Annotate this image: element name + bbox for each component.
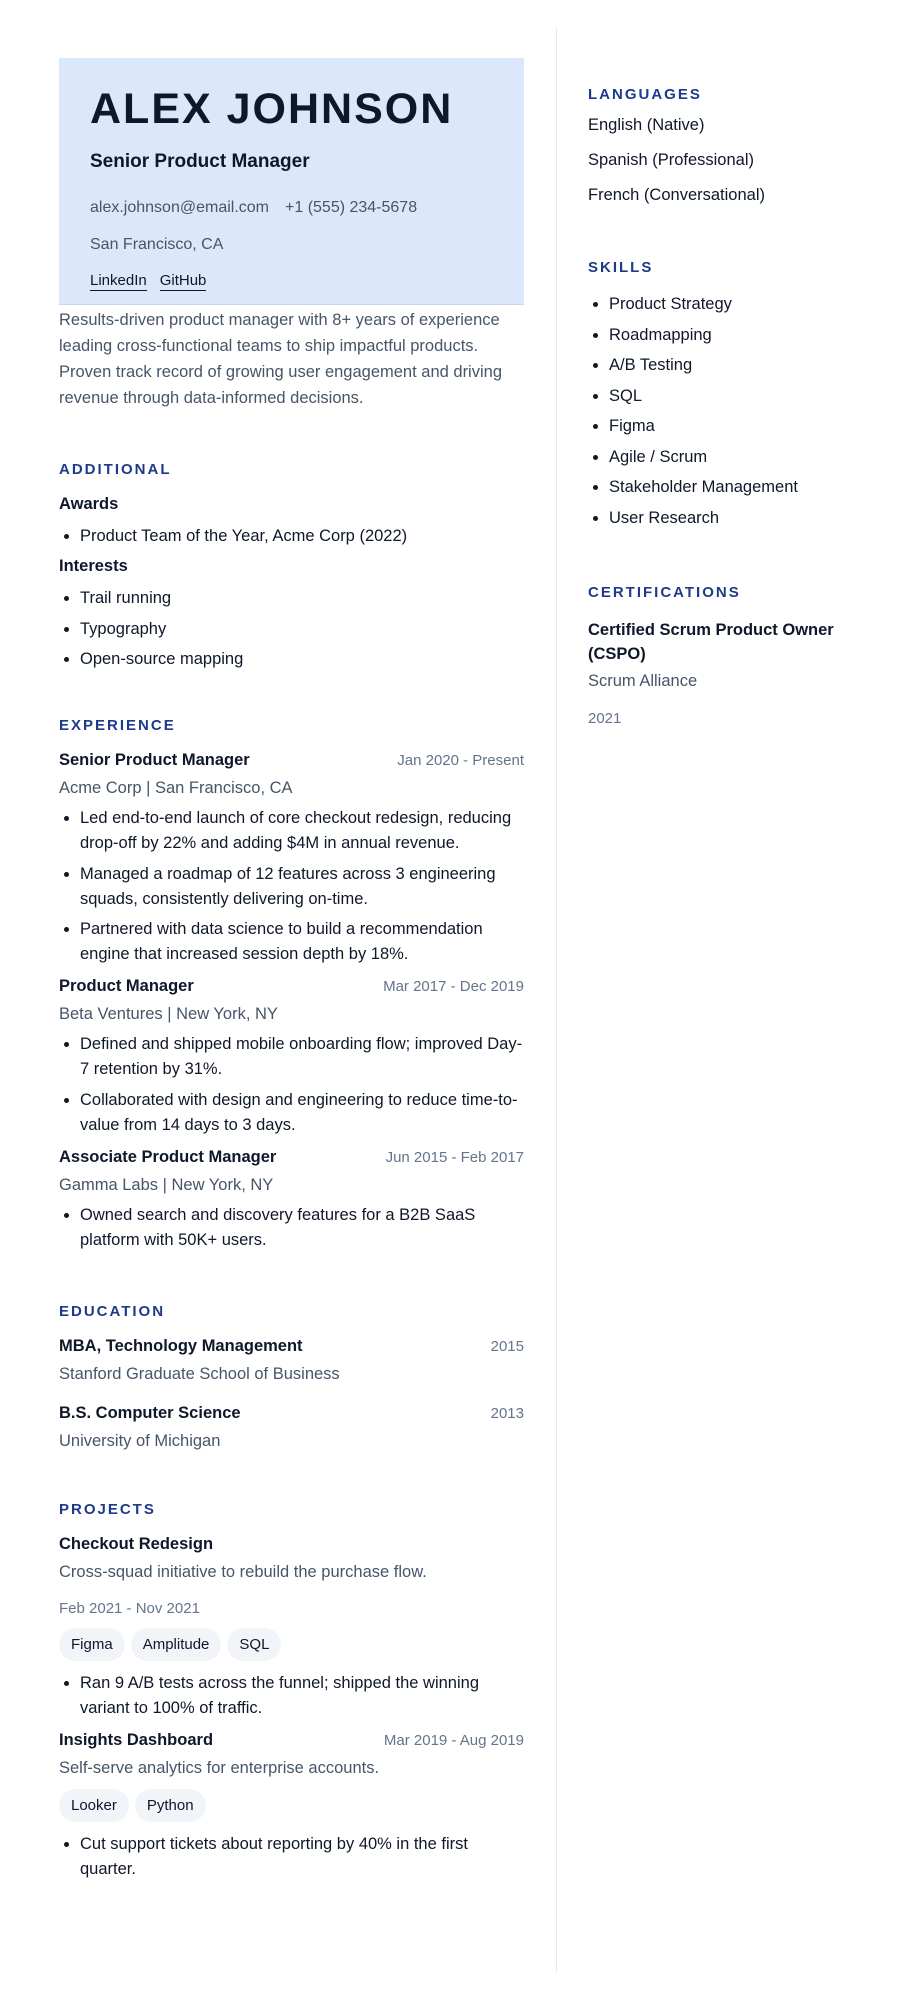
list-item: • Stakeholder Management (609, 475, 878, 500)
job-dates: Mar 2017 - Dec 2019 (383, 978, 524, 995)
interests-label: Interests (59, 557, 128, 575)
tag-chip: Figma (59, 1628, 125, 1661)
certification-name: Certified Scrum Product Owner (CSPO) (588, 620, 834, 663)
project-dates: Feb 2021 - Nov 2021 (59, 1599, 200, 1617)
job-entry (59, 1148, 524, 1253)
job-org: Gamma Labs | New York, NY (59, 1175, 274, 1194)
job-org: Acme Corp | San Francisco, CA (59, 779, 293, 797)
project-description: Self-serve analytics for enterprise accounts. (59, 1758, 380, 1777)
summary: Results-driven product manager with 8+ years of experience leading cross-functional teams to ship impactful products. Proven track record of growing user engagement and driving revenue through data-informed decisions. (59, 311, 502, 407)
education-entry (59, 1337, 524, 1384)
main-column (59, 58, 524, 1887)
project-tags (59, 1628, 524, 1661)
degree: B.S. Computer Science (59, 1403, 241, 1422)
linkedin-link[interactable]: LinkedIn (90, 272, 147, 289)
list-item: • Led end-to-end launch of core checkout redesign, reducing drop-off by 22% and adding $4M in annual revenue. (80, 806, 524, 856)
section-title-skills: SKILLS (588, 259, 654, 276)
list-item: • Open-source mapping (80, 647, 524, 672)
profile-links (90, 272, 492, 289)
section-title-certifications: CERTIFICATIONS (588, 583, 741, 601)
school: Stanford Graduate School of Business (59, 1364, 340, 1383)
job-entry (59, 751, 524, 967)
job-dates: Jan 2020 - Present (397, 752, 524, 769)
skills-list (588, 292, 878, 531)
list-item: • Managed a roadmap of 12 features across 3 engineering squads, consistently delivering on-time. (80, 862, 524, 912)
list-item: • Partnered with data science to build a recommendation engine that increased session depth by 18%. (80, 917, 524, 967)
project-bullets (59, 1671, 524, 1721)
section-title-additional: ADDITIONAL (59, 461, 172, 478)
candidate-role: Senior Product Manager (90, 151, 310, 172)
school: University of Michigan (59, 1431, 221, 1450)
list-item: • Cut support tickets about reporting by 40% in the first quarter. (80, 1832, 524, 1882)
project-name: Insights Dashboard (59, 1730, 214, 1749)
interests-list (59, 586, 524, 672)
github-link[interactable]: GitHub (159, 272, 207, 289)
tag-chip: Amplitude (131, 1628, 222, 1661)
tag-chip: Looker (59, 1789, 129, 1822)
graduation-year: 2013 (490, 1404, 524, 1422)
list-item: • SQL (609, 384, 878, 409)
project-name: Checkout Redesign (59, 1534, 214, 1553)
section-title-experience: EXPERIENCE (59, 717, 176, 734)
list-item: • Owned search and discovery features for a B2B SaaS platform with 50K+ users. (80, 1203, 524, 1253)
project-dates: Mar 2019 - Aug 2019 (383, 1731, 524, 1749)
candidate-name: ALEX JOHNSON (90, 85, 454, 133)
awards-label: Awards (59, 495, 119, 513)
education-entry (59, 1404, 524, 1451)
experience-section (59, 717, 524, 1253)
list-item: • Typography (80, 617, 524, 642)
resume-header (59, 58, 524, 305)
project-tags (59, 1789, 524, 1822)
list-item: • Agile / Scrum (609, 445, 878, 470)
languages-section (588, 86, 878, 205)
list-item: • Defined and shipped mobile onboarding flow; improved Day-7 retention by 31%. (80, 1032, 524, 1082)
job-bullets (59, 806, 524, 967)
job-bullets (59, 1203, 524, 1253)
language-item: Spanish (Professional) (588, 151, 754, 169)
project-entry (59, 1535, 524, 1721)
section-title-languages: LANGUAGES (588, 86, 702, 103)
language-item: French (Conversational) (588, 186, 765, 204)
job-title: Associate Product Manager (59, 1147, 277, 1166)
tag-chip: Python (135, 1789, 206, 1822)
list-item: • Ran 9 A/B tests across the funnel; shipped the winning variant to 100% of traffic. (80, 1671, 524, 1721)
section-title-projects: PROJECTS (59, 1500, 156, 1518)
education-section (59, 1303, 524, 1451)
skills-section (588, 259, 878, 531)
section-title-education: EDUCATION (59, 1302, 166, 1320)
list-item: • Figma (609, 414, 878, 439)
list-item: • A/B Testing (609, 353, 878, 378)
job-title: Product Manager (59, 977, 194, 995)
certification-issuer: Scrum Alliance (588, 671, 698, 690)
list-item: • Product Strategy (609, 292, 878, 317)
email-link[interactable]: alex.johnson@email.com (90, 199, 269, 216)
job-org: Beta Ventures | New York, NY (59, 1005, 278, 1023)
certification-year: 2021 (588, 709, 622, 727)
job-entry (59, 977, 524, 1138)
phone-number: +1 (555) 234-5678 (285, 199, 418, 216)
job-bullets (59, 1032, 524, 1138)
column-divider (556, 28, 557, 1972)
list-item: • Roadmapping (609, 323, 878, 348)
project-entry (59, 1731, 524, 1882)
certifications-section (588, 584, 878, 727)
degree: MBA, Technology Management (59, 1336, 303, 1355)
contact-line (90, 199, 492, 217)
job-title: Senior Product Manager (59, 751, 250, 769)
sidebar-column (588, 58, 878, 727)
list-item: • Collaborated with design and engineering to reduce time-to-value from 14 days to 3 days. (80, 1088, 524, 1138)
projects-section (59, 1501, 524, 1882)
job-dates: Jun 2015 - Feb 2017 (385, 1148, 524, 1166)
additional-section (59, 461, 524, 672)
language-item: English (Native) (588, 116, 705, 134)
list-item: • Product Team of the Year, Acme Corp (2022) (80, 524, 524, 549)
project-description: Cross-squad initiative to rebuild the purchase flow. (59, 1562, 427, 1581)
location: San Francisco, CA (90, 236, 224, 253)
awards-list (59, 524, 524, 549)
tag-chip: SQL (227, 1628, 281, 1661)
project-bullets (59, 1832, 524, 1882)
graduation-year: 2015 (490, 1337, 524, 1355)
list-item: • User Research (609, 506, 878, 531)
list-item: • Trail running (80, 586, 524, 611)
